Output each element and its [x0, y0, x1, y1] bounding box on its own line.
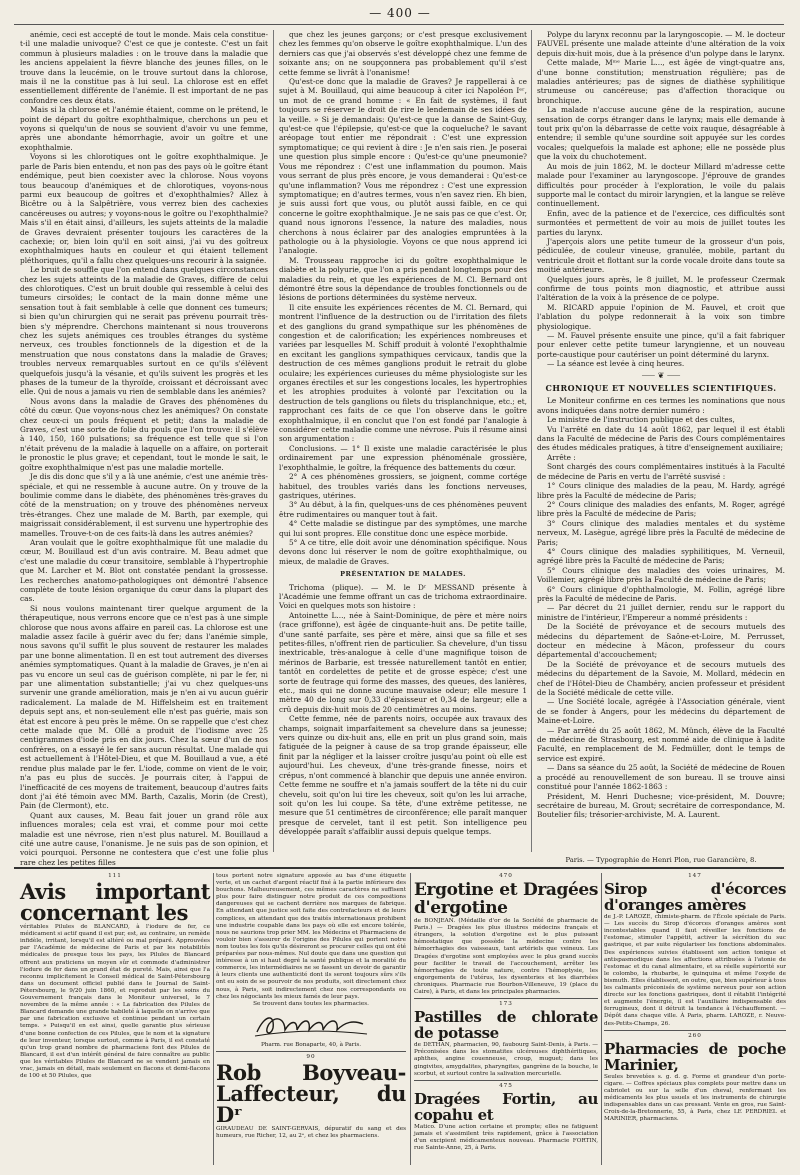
paragraph: Enfin, avec de la patience et de l'exercice, ces difficultés sont surmontées et permettent de voir au mois de juillet toutes les parties du larynx.	[537, 208, 785, 237]
column-divider	[273, 30, 274, 852]
paragraph: Quant aux causes, M. Beau fait jouer un grand rôle aux influences morales; cela est vrai, et comme pour moi cette maladie est une névrose, rien n'est plus naturel. M. Bouillaud a cité une autre cause, l'onanisme. Je ne suis pas de son opinion, et voici pourquoi. Personne ne contestera que c'est une folie plus rare chez les petites filles	[20, 810, 268, 867]
paragraph: Je dis dis donc que s'il y a là une anémie, c'est une anémie très-spéciale, et qui ne ressemble à aucune autre. On y trouve de la boulimie comme dans le diabète, des phénomènes très-graves du côté de la menstruation; on y trouve des phénomènes nerveux très-étranges. Chez une malade de M. Barth, par exemple, qui maigrissait considérablement, il est survenu une hypertrophie des mamelles. Trouve-t-on de ces faits-là dans les autres anémies?	[20, 472, 268, 538]
ad-headline: Rob Boyveau-Laffecteur, du Dʳ	[216, 1059, 406, 1127]
column-right	[537, 30, 785, 852]
paragraph: Antoinette L..., née à Saint-Dominique, de père et mère noirs (race griffonne), est âgée de cinquante-huit ans. De petite taille, d'une santé parfaite, ses père et mère, ainsi que sa fille et ses petites-filles, n'offrent rien de particulier. Sa chevelure, d'un tissu inextricable, très-analogue à celle d'une magnifique toison de mérinos de Barbarie, est tressée naturellement tantôt en entier, tantôt en cordelettes de petite et de grosse espèce; c'est une sorte de feutrage qui forme des masses, des queues, des lanières, etc., mais qui ne donne aucune mauvaise odeur; elle mesure 1 mètre 40 de long sur 0,33 d'épaisseur et 0,34 de largeur; elle a crû depuis dix-huit mois de 20 centimètres au moins.	[279, 610, 527, 714]
ad-divider	[601, 873, 602, 1165]
paragraph: — Dans sa séance du 25 août, la Société de médecine de Rouen a procédé au renouvellement de son bureau. Il se trouve ainsi constitué pour l'année 1862-1863 :	[537, 763, 785, 792]
ad-address: Pharm. rue Bonaparte, 40, à Paris.	[260, 1041, 362, 1048]
column-divider	[531, 30, 532, 852]
paragraph: — La séance est levée à cinq heures.	[547, 359, 685, 369]
column-middle	[279, 30, 527, 852]
paragraph: J'aperçois alors une petite tumeur de la grosseur d'un pois, pédiculée, de couleur vineuse, granulée, mobile, partant du ventricule droit et flottant sur la corde vocale droite dans toute sa moitié antérieure.	[537, 236, 785, 275]
paragraph: — Par décret du 21 juillet dernier, rendu sur le rapport du ministre de l'intérieur, l'Empereur a nommé présidents :	[537, 603, 785, 622]
paragraph: — Par arrêté du 25 août 1862, M. Münch, élève de la Faculté de médecine de Strasbourg, est nommé aide de clinique à ladite Faculté, en remplacement de M. Fedmüller, dont le temps de service est expiré.	[537, 725, 785, 763]
ad-separator	[216, 1051, 406, 1052]
ad-divider	[410, 873, 411, 1165]
ad-body: tous portent notre signature apposée au bas d'une étiquette verte, et un cachet d'argent réactif fixé à la partie inférieure des bouchons. Malheureusement, ces mêmes caractères ne suffisent plus pour faire distinguer notre produit de ces compositions dangereuses qui se cachent derrière nos marques de fabrique. En attendant que justice soit faite des contrefacteurs et de leurs complices, en attendant que des traités internationaux prohibent une industrie coupable dans les pays où elle est encore tolérée, nous ne saurions trop prier MM. les Médecins et Pharmaciens de vouloir bien s'assurer de l'origine des Pilules qui portent notre nom toutes les fois qu'ils désireront se procurer celles qui ont été préparées par nous-mêmes. Nul doute que dans une question qui intéresse à un si haut degré la santé publique et la moralité du commerce, les intermédiaires ne se fassent un devoir de garantir à leurs clients une authenticité dont ils seront toujours sûrs s'ils ont eu soin de se pourvoir de nos produits, soit directement chez nous, à Paris, soit indirectement chez nos correspondants ou chez les négociants les mieux famés de leur pays.	[216, 873, 406, 1000]
ad-body: véritables Pilules de BLANCARD, à l'iodure de fer, ce médicament si actif quand il est pur, est, au contraire, un remède infidèle, irritant, lorsqu'il est altéré ou mal préparé. Approuvées par l'Académie de médecine de Paris et par les notabilités médicales de presque tous les pays, les Pilules de Blancard offrent aux praticiens un moyen sûr et commode d'administrer l'iodure de fer dans un grand état de pureté. Mais, ainsi que l'a reconnu implicitement le Conseil médical de Saint-Pétersbourg dans un document officiel publié dans le Journal de Saint-Pétersbourg, le 9/20 juin 1860, et reproduit par les soins du Gouvernement français dans le Moniteur universel, le 7 novembre de la même année : « La fabrication des Pilules de Blancard demande une grande habileté à laquelle on n'arrive que par une fabrication exclusive et continue pendant un certain temps. » Puisqu'il en est ainsi, quelle garantie plus sérieuse d'une bonne confection de ces Pilules, que le nom et la signature de leur inventeur, lorsque surtout, comme à Paris, il est constaté qu'un trop grand nombre de pharmaciens font des Pilules de Blancard, il est d'un intérêt général de faire connaître au public que les véritables Pilules de Blancard ne se vendent jamais en vrac, jamais en détail, mais seulement en flacons et demi-flacons de 100 et 50 Pilules, que	[20, 924, 210, 1080]
paragraph: — Une Société locale, agrégée à l'Association générale, vient de se fonder à Angers, pour les médecins du département de Maine-et-Loire.	[537, 697, 785, 726]
paragraph: Au mois de juin 1862, M. le docteur Millard m'adresse cette malade pour l'examiner au laryngoscope. J'éprouve de grandes difficultés pour procéder à l'exploration, le voile du palais supporte mal le contact du miroir laryngien, et la langue se relève continuellement.	[537, 161, 785, 209]
paragraph: Qu'est-ce donc que la maladie de Graves? Je rappellerai à ce sujet à M. Bouillaud, qui aime beaucoup à citer ici Napoléon Iᵉʳ, un mot de ce grand homme : « En fait de systèmes, il faut toujours se réserver le droit de rire le lendemain de ses idées de la veille. » Si je demandais: Qu'est-ce que la danse de Saint-Guy, qu'est-ce que l'épilepsie, qu'est-ce que la coqueluche? le savant aréopage tout entier me répondrait : C'est une expression symptomatique; ce qui revient à dire : Je n'en sais rien. Je poserai une question plus simple encore : Qu'est-ce qu'une pneumonie? Vous me répondrez : C'est une inflammation du poumon. Mais vous serrant de plus près encore, je vous demanderai : Qu'est-ce qu'une inflammation? Vous me répondrez : C'est une expression symptomatique; en d'autres termes, vous n'en savez rien. Eh bien, je suis aussi fort que vous, ou plutôt aussi faible, en ce qui concerne le goître exophthalmique. Je ne sais pas ce que c'est. Or, quand nous ignorons l'essence, la nature des maladies, nous cherchons à nous éclairer par des analogies empruntées à la pathologie ou à la physiologie. Voyons ce que nous apprend ici l'analogie.	[279, 77, 527, 256]
paragraph: Le Moniteur confirme en ces termes les nominations que nous avons indiquées dans notre dernier numéro :	[537, 396, 785, 415]
paragraph: Le bruit de souffle que l'on entend dans quelques circonstances chez les sujets atteints de la maladie de Graves, diffère de celui des chlorotiques. C'est un bruit double qui ressemble à celui des tumeurs cirsoïdes; le contact de la main donne même une sensation tout à fait semblable à celle que donnent ces tumeurs; si bien qu'un chirurgien qui ne serait pas prévenu pourrait très-bien s'y méprendre. Cherchons maintenant si nous trouverons chez les sujets anémiques ces troubles étranges du système nerveux, ces troubles fonctionnels de la digestion et de la menstruation que nous constatons dans la maladie de Graves; troubles nerveux remarquables surtout en ce qu'ils s'élèvent quelquefois jusqu'à la vésanie, et qu'ils suivent les progrès et les phases de la tumeur de la thyroïde, croissant et décroissant avec elle. Qui de nous a jamais vu rien de semblable dans les anémies?	[20, 265, 268, 397]
ad-headline: Ergotine et Dragées d'ergotine	[414, 880, 598, 919]
ad-separator	[604, 1030, 786, 1031]
paragraph: Sont chargés des cours complémentaires institués à la Faculté de médecine de Paris en vertu de l'arrêté susvisé :	[537, 462, 785, 481]
paragraph: Nous avons dans la maladie de Graves des phénomènes du côté du cœur. Que voyons-nous chez les anémiques? On constate chez ceux-ci un pouls fréquent et petit; dans la maladie de Graves, c'est une sorte de folie du pouls que l'on trouve: il s'élève à 140, 150, 160 pulsations; sa fréquence est telle que si l'on n'était prévenu de la maladie à laquelle on a affaire, on porterait le pronostic le plus grave; et cependant, tout le monde le sait, le goître exophthalmique n'est pas une maladie mortelle.	[20, 396, 268, 472]
paragraph: De la Société de prévoyance et de secours mutuels des médecins du département de la Savoie, M. Mollard, médecin en chef de l'Hôtel-Dieu de Chambéry, ancien professeur et président de la Société médicale de cette ville.	[537, 659, 785, 698]
advertisement-ergotine	[414, 873, 598, 1165]
ad-number: 470	[499, 873, 513, 879]
paragraph: Si nous voulons maintenant tirer quelque argument de la thérapeutique, nous verrons encore que ce n'est pas à une simple chlorose que nous avons affaire en pareil cas. La chlorose est une maladie assez facile à guérir avec du fer; dans l'anémie simple, nous savons qu'il suffit le plus souvent de restaurer les malades par une bonne alimentation. Il en est tout autrement des diverses anémies symptomatiques. Quant à la maladie de Graves, je n'en ai pas vu encore un seul cas de guérison complète, ni par le fer, ni par une alimentation substantielle; j'ai vu chez quelques-uns survenir une grande amélioration, mais je n'en ai vu aucun guérir radicalement. La malade de M. Hiffelsheim est en traitement depuis sept ans, et non-seulement elle n'est pas guérie, mais son état est encore à peu près le même. On se rappelle que c'est chez cette malade que M. Ollé a produit de l'iodisme avec 25 centigrammes d'iode pris en dix jours. Chez la sœur d'un de nos confrères, on a essayé le fer sans aucun résultat. Une malade qui est actuellement à l'Hôtel-Dieu, et que M. Bouillaud a vue, a été rendue plus malade par le fer. L'iode, comme on vient de le voir, n'a pas eu plus de succès. Je pourrais citer, à l'appui de l'inefficacité de ces moyens de traitement, beaucoup d'autres faits dont j'ai été témoin avec MM. Barth, Cazalis, Morin (de Crest), Pain (de Clermont), etc.	[20, 603, 268, 811]
paragraph: Président, M. Henri Duchesne; vice-président, M. Douvre; secrétaire de bureau, M. Grout; secrétaire de correspondance, M. Boutelier fils; trésorier-archiviste, M. A. Laurent.	[537, 791, 785, 820]
paragraph: que chez les jeunes garçons; or c'est presque exclusivement chez les femmes qu'on observe le goître exophthalmique. L'un des derniers cas que j'ai observés s'est développé chez une femme de soixante ans; on ne soupçonnera pas probablement qu'il s'est cette femme se livrât à l'onanisme!	[279, 30, 527, 77]
paragraph: Il cite ensuite les expériences récentes de M. Cl. Bernard, qui montrent l'influence de la destruction ou de l'irritation des filets et des ganglions du grand sympathique sur les phénomènes de congestion et de calorification; les expériences nombreuses et variées par lesquelles M. Schiff produit à volonté l'exophthalmie en excitant les ganglions sympathiques cervicaux, tandis que la destruction de ces mêmes ganglions produit le retrait du globe oculaire; les expériences curieuses du même physiologiste sur les organes érectiles et sur les congestions locales, les hypertrophies et les atrophies produites à volonté par l'excitation ou la destruction de tels ganglions ou filets du trisplanchnique, etc.; et, rapprochant ces faits de ce que l'on observe dans le goître exophthalmique, il en conclut que l'on est fondé par l'analogie à considérer cette maladie comme une névrose. Puis il résume ainsi son argumentation :	[279, 302, 527, 444]
ad-headline: Dragées Fortin, au copahu et	[414, 1089, 598, 1124]
ad-body: de BONJEAN. (Médaille d'or de la Société de pharmacie de Paris.) — Dragées les plus illustres médecins français et étrangers, la solution d'ergotine est le plus puissant hémostatique que possède la médecine contre les hémorrhagies des vaisseaux, tant artériels que veineux. Les Dragées d'ergotine sont employées avec le plus grand succès pour faciliter le travail de l'accouchement, arrêter les hémorrhagies de toute nature, contre l'hémoptysie, les engorgements de l'utérus, les dysenteries et les diarrhées chroniques. Pharmacie rue Bourbon-Villeneuve, 19 (place du Caire), à Paris, et dans les principales pharmacies.	[414, 918, 598, 996]
paragraph: Polype du larynx reconnu par la laryngoscopie. — M. le docteur FAUVEL présente une malade atteinte d'une altération de la voix depuis dix-huit mois, due à la présence d'un polype dans le larynx.	[537, 30, 785, 58]
paragraph: Aran voulait que le goître exophthalmique fût une maladie du cœur, M. Bouillaud est d'un avis contraire. M. Beau admet que c'est une maladie du cœur transitoire, semblable à l'hypertrophie que M. Larcher et M. Blot ont constatée pendant la grossesse. Les recherches anatomo-pathologiques ont démontré l'absence complète de toute lésion organique du cœur dans la plupart des cas.	[20, 537, 268, 604]
advertisement-rule	[14, 867, 784, 869]
top-rule	[14, 24, 784, 25]
paragraph: 4° Cours clinique des maladies syphilitiques, M. Verneuil, agrégé libre près la Faculté de médecine de Paris;	[537, 546, 785, 566]
paragraph: M. RICARD appuie l'opinion de M. Fauvel, et croit que l'ablation du polype redonnerait à la voix son timbre physiologique.	[537, 302, 785, 331]
paragraph: Cette malade, Mᵐᵉ Marie L..., est âgée de vingt-quatre ans, d'une bonne constitution; menstruation régulière; pas de maladies antérieures; pas de signes de diathèse syphilitique strumeuse ou cancéreuse; pas d'affection thoracique ou bronchique.	[537, 58, 785, 105]
ad-number: 173	[499, 1001, 513, 1008]
ad-headline: Sirop d'écorces d'oranges amères	[604, 880, 786, 915]
section-heading: CHRONIQUE ET NOUVELLES SCIENTIFIQUES.	[545, 383, 777, 394]
paragraph: 3° Au début, à la fin, quelques-uns de ces phénomènes peuvent être rudimentaires ou manquer tout à fait.	[279, 500, 527, 519]
paragraph: 1° Cours clinique des maladies de la peau, M. Hardy, agrégé libre près la Faculté de médecine de Paris;	[537, 481, 785, 500]
ad-number: 147	[688, 873, 702, 879]
ad-headline: Avis important concernant les	[20, 879, 210, 926]
paragraph: La malade n'accuse aucune gêne de la respiration, aucune sensation de corps étranger dans le larynx; mais elle demande à tout prix qu'on la débarrasse de cette voix rauque, désagréable à entendre; il semble qu'une sourdine soit appuyée sur les cordes vocales; quelquefois la malade est aphone; elle ne possède plus que la voix du chuchotement.	[537, 105, 785, 162]
ad-headline: Pastilles de chlorate de potasse	[414, 1008, 598, 1043]
advertisement-blancard-continued	[216, 873, 406, 1165]
paragraph: Trichoma (plique). — M. le Dʳ MESSAND présente à l'Académie une femme offrant un cas de trichoma extraordinaire. Voici en quelques mots son histoire :	[279, 582, 527, 611]
paragraph: M. Trousseau rapproche ici du goître exophthalmique le diabète et la polyurie, que l'on a pris pendant longtemps pour des maladies du rein, et que les expériences de M. Cl. Bernard ont démontré être sous la dépendance de troubles fonctionnels ou de lésions de portions déterminées du système nerveux.	[279, 255, 527, 303]
ornament-divider: ⸺ ❦ ⸺	[641, 370, 681, 380]
ad-body: de DETHAN, pharmacien, 90, faubourg Saint-Denis, à Paris. — Préconisées dans les stomatites ulcéreuses diphthéritiques, aphthes, angine couenneuse, croup, muguet; dans les gingivites, amygdalites, pharyngites, gangrène de la bouche, le scorbut, et surtout contre la salivation mercurielle.	[414, 1042, 598, 1077]
ad-body: GIRAUDEAU DE SAINT-GERVAIS, dépuratif du sang et des humeurs, rue Richer, 12, au 2ᵉ, et chez les pharmaciens.	[216, 1125, 406, 1140]
paragraph: anémie, ceci est accepté de tout le monde. Mais cela constitue-t-il une maladie univoque? C'est ce que je conteste. C'est un fait commun à plusieurs maladies : on le trouve dans la maladie que les anciens appelaient la fièvre blanche des jeunes filles, on le trouve dans la leucémie, on le trouve surtout dans la chlorose, mais il ne la constitue pas à lui seul. La chlorose est en effet essentiellement différente de l'anémie. Il est important de ne pas confondre ces deux états.	[20, 30, 268, 105]
paragraph: 4° Cette maladie se distingue par des symptômes, une marche qui lui sont propres. Elle constitue donc une espèce morbide.	[279, 519, 527, 538]
ad-body: de J.-P. LAROZE, chimiste-pharm. de l'École spéciale de Paris. — Les succès du Sirop d'écorces d'oranges amères sont incontestables quand il faut réveiller les fonctions de l'estomac, stimuler l'appétit, activer la sécrétion du suc gastrique, et par suite régulariser les fonctions abdominales. Des expériences suivies établissent son action tonique et antispasmodique dans les affections attribuées à l'atonie de l'estomac et du canal alimentaire, et sa réelle supériorité sur le colombo, la rhubarbe, le quinquina et même l'oxyde de bismuth. Elles établissent, en outre, que, bien supérieur à tous les calmants préconisés de système nerveux pour son action directe sur les fonctions gastriques, dont il rétablit l'intégrité et augmente l'énergie, il est l'auxiliaire indispensable des ferrugineux, dont il détruit la tendance à l'échauffement. — Dépôt dans chaque ville. À Paris, pharm. LAROZE, r. Neuve-des-Petits-Champs, 26.	[604, 914, 786, 1027]
section-heading: PRÉSENTATION DE MALADES.	[340, 570, 466, 579]
ad-body: Matico. D'une action certaine et prompte; elles ne fatiguent jamais et s'assimilent très rapidement, grâce à l'association d'un excipient médicamenteux nouveau. Pharmacie FORTIN, rue Sainte-Anne, 25, à Paris.	[414, 1123, 598, 1152]
paragraph: 2° Cours clinique des maladies des enfants, M. Roger, agrégé libre près la Faculté de médecine de Paris;	[537, 499, 785, 519]
paragraph: — M. Fauvel présente ensuite une pince, qu'il a fait fabriquer pour enlever cette petite tumeur laryngienne, et un nouveau porte-caustique pour cautériser un point déterminé du larynx.	[537, 331, 785, 359]
ad-number: 90	[306, 1053, 316, 1060]
paragraph: 2° A ces phénomènes grossiers, se joignent, comme cortége habituel, des troubles variés dans les fonctions nerveuses, gastriques, utérines.	[279, 472, 527, 500]
paragraph: Mais si la chlorose et l'anémie étaient, comme on le prétend, le point de départ du goître exophthalmique, cherchons un peu et voyons si quelqu'un de nous se souvient d'avoir vu une femme, après une abondante hémorrhagie, avoir un goître et une exophthalmie.	[20, 105, 268, 152]
page-number: — 400 —	[369, 6, 431, 20]
ad-number: 111	[108, 873, 122, 879]
paragraph: 5° Cours clinique des maladies des voies urinaires, M. Voillemier, agrégé libre près la Faculté de médecine de Paris;	[537, 565, 785, 585]
paragraph: Quelques jours après, le 8 juillet, M. le professeur Czermak confirme de tous points mon diagnostic, et attribue aussi l'altération de la voix à la présence de ce polype.	[537, 274, 785, 303]
ad-number: 475	[499, 1082, 513, 1089]
paragraph: 3° Cours clinique des maladies mentales et du système nerveux, M. Lasègue, agrégé libre près la Faculté de médecine de Paris;	[537, 518, 785, 547]
ad-availability: Se trouvent dans toutes les pharmacies.	[253, 1000, 369, 1007]
ad-separator	[414, 998, 598, 999]
ad-headline: Pharmacies de poche Marinier,	[604, 1039, 786, 1074]
paragraph: 6° Cours clinique d'ophthalmologie, M. Follin, agrégé libre près la Faculté de médecine de Paris.	[537, 584, 785, 603]
ad-divider	[213, 873, 214, 1165]
ad-number: 260	[688, 1032, 702, 1039]
ad-separator	[414, 1080, 598, 1081]
paragraph: Conclusions. — 1° Il existe une maladie caractérisée le plus ordinairement par une expression phénoménale grossière, l'exophthalmie, le goître, la fréquence des battements du cœur.	[279, 443, 527, 472]
advertisement-blancard	[20, 873, 210, 1165]
paragraph: Arrête :	[547, 452, 576, 462]
paragraph: Cette femme, née de parents noirs, occupée aux travaux des champs, soignait imparfaitement sa chevelure dans sa jeunesse; vers quinze ou dix-huit ans, elle en prit un plus grand soin, mais fatiguée de la peigner à cause de sa trop grande épaisseur, elle finit par la négliger et la laisser croître jusqu'au point où elle est aujourd'hui. Les cheveux, d'une très-grande finesse, noirs et crépus, n'ont commencé à blanchir que depuis une année environ. Cette femme ne souffre et n'a jamais souffert de la tête ni du cuir chevelu, soit qu'on lui tire les cheveux, soit qu'on les lui arrache, soit qu'on les lui coupe. Sa tête, d'une extrême petitesse, ne mesure que 51 centimètres de circonférence; elle paraît manquer presque de cervelet, tant il est petit. Son intelligence peu développée paraît s'affaiblir aussi depuis quelque temps.	[279, 714, 527, 837]
column-left	[20, 30, 268, 867]
paragraph: 5° A ce titre, elle doit avoir une dénomination spécifique. Nous devons donc lui réserver le nom de goître exophthalmique, ou mieux, de maladie de Graves.	[279, 537, 527, 566]
printer-imprint: Paris. — Typographie de Henri Plon, rue Garancière, 8.	[565, 856, 757, 864]
advertisement-laroze	[604, 873, 786, 1165]
paragraph: Vu l'arrêté en date du 14 août 1862, par lequel il est établi dans la Faculté de médecine de Paris des Cours complémentaires des études médicales pratiques, à titre d'enseignement auxiliaire;	[537, 424, 785, 453]
ad-body: Seules brevetées s. g. d. g. Forme et grandeur d'un porte-cigare. — Coffres spéciaux plus complets pour mettre dans un cabriolet ou sur la selle d'un cheval, renfermant les médicaments les plus usuels et les instruments de chirurgie indispensables dans un cas pressant. Vente en gros, rue Saint-Croix-de-la-Bretonnerie, 55, à Paris, chez LE PERDRIEL et MARINIER, pharmaciens.	[604, 1073, 786, 1123]
blancard-signature	[251, 1010, 371, 1040]
paragraph: Voyons si les chlorotiques ont le goître exophthalmique. Je parle de Paris bien entendu, et non pas des pays où le goître étant endémique, peut bien coexister avec la chlorose. Nous voyons tous beaucoup d'anémiques et de chlorotiques, voyons-nous parmi eux beaucoup de goîtres et d'exophthalmies? Allez à Bicêtre ou à la Salpêtrière, vous verrez bien des cachexies cancéreuses ou autres; y voyons-nous le goître ou l'exophthalmie? Mais s'il en était ainsi, d'ailleurs, les sujets atteints de la maladie de Graves devraient présenter toujours les caractères de la cachexie; or, bien loin qu'il en soit ainsi, j'ai vu des goîtreux exophthalmiques hauts en couleur et qui étaient tellement pléthoriques, qu'il a fallu chez quelques-uns recourir à la saignée.	[20, 152, 268, 265]
paragraph: Le ministre de l'instruction publique et des cultes,	[547, 415, 735, 425]
paragraph: De la Société de prévoyance et de secours mutuels des médecins du département de Saône-et-Loire, M. Perrusset, docteur en médecine à Mâcon, professeur du cours départemental d'accouchement;	[537, 622, 785, 660]
